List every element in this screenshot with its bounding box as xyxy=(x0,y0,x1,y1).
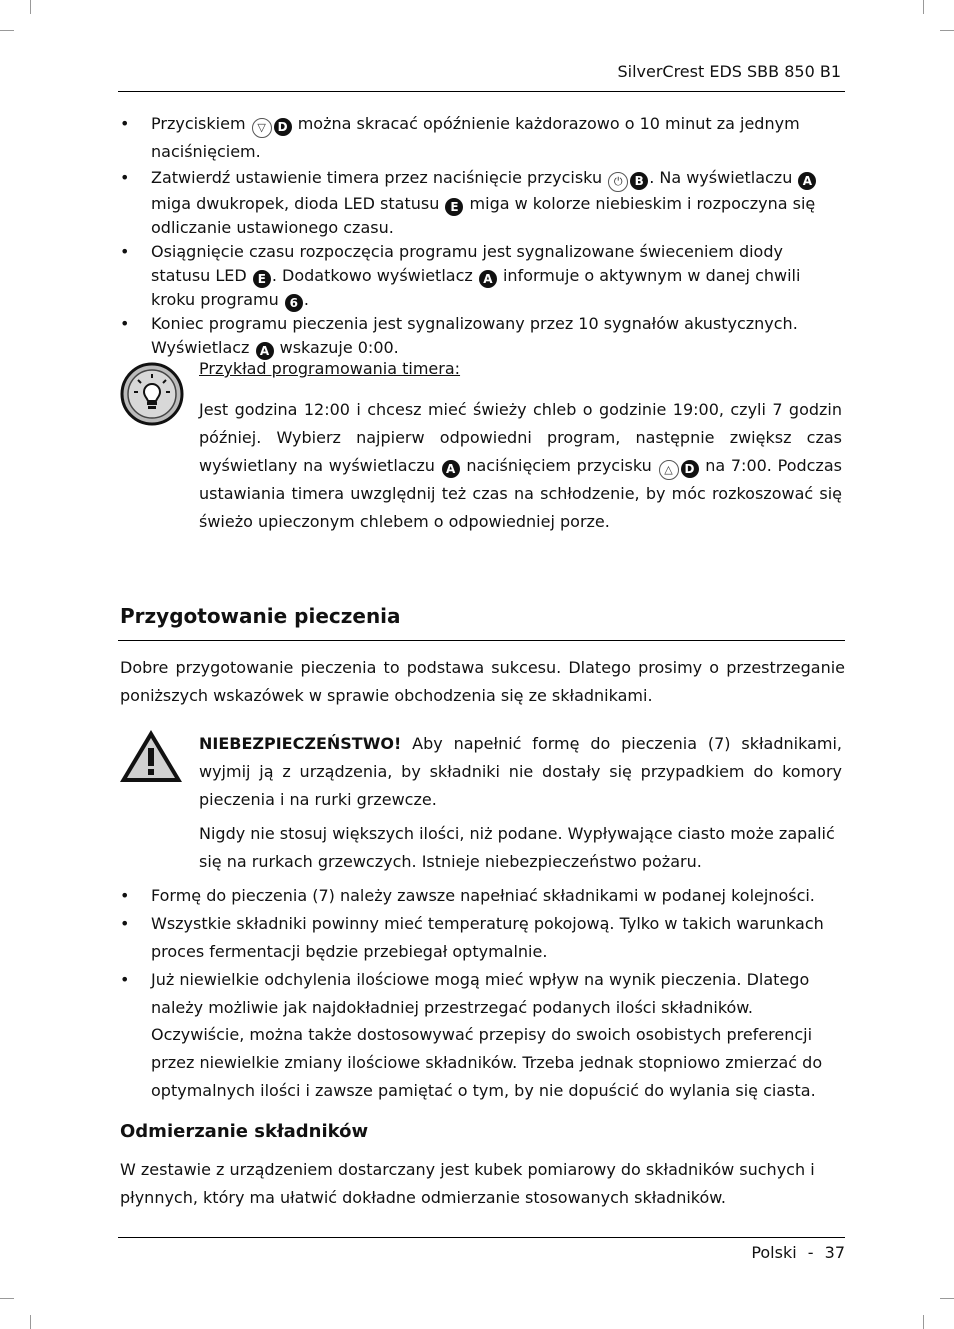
label-6-icon: 6 xyxy=(285,294,303,312)
crop-mark xyxy=(30,1315,31,1329)
bullet-continuation: Oczywiście, można także dostosowywać przepisy do swoich osobistych preferencji przez niewielkie zmiany ilościowe składników. Trzeba jednak stopniowo zmierzać do optymalnych ilości i zawsze pamiętać o tym, by nie dopuścić do wylania się ciasta. xyxy=(151,1025,823,1100)
crop-mark xyxy=(30,0,31,14)
page-number: 37 xyxy=(824,1243,845,1262)
crop-mark xyxy=(940,30,954,31)
footer-language: Polski xyxy=(751,1243,797,1262)
warning-triangle-icon xyxy=(118,728,184,784)
section-title: Przygotowanie pieczenia xyxy=(120,604,401,628)
crop-mark xyxy=(923,0,924,14)
label-e-icon: E xyxy=(253,270,271,288)
timer-steps-list xyxy=(118,110,845,360)
list-item: • Przyciskiem ▽ D można skracać opóźnienie każdorazowo o 10 minut za jednym naciśnięciem. xyxy=(118,110,845,166)
ingredient-rules-list xyxy=(118,882,845,1022)
label-a-icon: A xyxy=(798,172,816,190)
label-b-icon: B xyxy=(630,172,648,190)
header-product: SilverCrest EDS SBB 850 B1 xyxy=(617,62,841,81)
up-button-icon: △ xyxy=(659,460,679,480)
tip-text: Jest godzina 12:00 i chcesz mieć świeży chleb o godzinie 19:00, czyli 7 godzin później. Wybierz najpierw odpowiedni program, następnie zwiększ czas wyświetlany na wyświetlaczu A naciśnięciem przycisku △ D na 7:00. Podczas ustawiania timera uwzględnij też czas na schłodzenie, by móc rozkoszować się świeżo upieczonym chlebem o odpowiedniej porze. xyxy=(199,400,842,531)
lightbulb-icon xyxy=(120,362,184,426)
list-item: • Już niewielkie odchylenia ilościowe mogą mieć wpływ na wynik pieczenia. Dlatego należy możliwie jak najdokładniej przestrzegać podanych ilości składników. xyxy=(118,966,845,1022)
section-intro: Dobre przygotowanie pieczenia to podstawa sukcesu. Dlatego prosimy o przestrzeganie poniższych wskazówek w sprawie obchodzenia się ze składnikami. xyxy=(120,658,845,705)
subsection-text: W zestawie z urządzeniem dostarczany jest kubek pomiarowy do składników suchych i płynnych, który ma ułatwić dokładne odmierzanie stosowanych składników. xyxy=(120,1160,815,1207)
list-item: • Osiągnięcie czasu rozpoczęcia programu jest sygnalizowane świeceniem diody statusu LED E . Dodatkowo wyświetlacz A informuje o aktywnym w danej chwili kroku programu 6 . xyxy=(118,240,845,312)
start-button-icon: ⏻ xyxy=(608,172,628,192)
warning-text: NIEBEZPIECZEŃSTWO! Aby napełnić formę do pieczenia (7) składnikami, wyjmij ją z urządzenia, by składniki nie dostały się przypadkiem do komory pieczenia i na rurki grzewcze. xyxy=(199,734,842,809)
footer xyxy=(751,1243,845,1262)
down-button-icon: ▽ xyxy=(252,118,272,138)
label-a-icon: A xyxy=(479,270,497,288)
label-d-icon: D xyxy=(274,118,292,136)
warning-label: NIEBEZPIECZEŃSTWO! xyxy=(199,734,402,753)
label-d-icon: D xyxy=(681,460,699,478)
list-item: • Zatwierdź ustawienie timera przez naciśnięcie przycisku ⏻ B . Na wyświetlaczu A miga dwukropek, dioda LED statusu E miga w kolorze niebieskim i rozpoczyna się odliczanie ustawionego czasu. xyxy=(118,166,845,240)
crop-mark xyxy=(940,1298,954,1299)
tip-title: Przykład programowania timera: xyxy=(199,359,461,378)
list-item: • Wszystkie składniki powinny mieć temperaturę pokojową. Tylko w takich warunkach proces fermentacji będzie przebiegał optymalnie. xyxy=(118,910,845,966)
label-e-icon: E xyxy=(445,198,463,216)
list-item: • Formę do pieczenia (7) należy zawsze napełniać składnikami w podanej kolejności. xyxy=(118,882,845,910)
footer-rule xyxy=(118,1237,845,1238)
crop-mark xyxy=(923,1315,924,1329)
section-rule xyxy=(118,640,845,641)
subsection-title: Odmierzanie składników xyxy=(120,1121,369,1142)
header-rule xyxy=(118,91,845,92)
crop-mark xyxy=(0,1298,14,1299)
warning-text-2: Nigdy nie stosuj większych ilości, niż podane. Wypływające ciasto może zapalić się na rurkach grzewczych. Istnieje niebezpieczeństwo pożaru. xyxy=(199,824,835,871)
footer-separator: - xyxy=(807,1243,814,1262)
crop-mark xyxy=(0,30,14,31)
list-item: • Koniec programu pieczenia jest sygnalizowany przez 10 sygnałów akustycznych. Wyświetlacz A wskazuje 0:00. xyxy=(118,312,845,360)
label-a-icon: A xyxy=(256,342,274,360)
label-a-icon: A xyxy=(442,460,460,478)
